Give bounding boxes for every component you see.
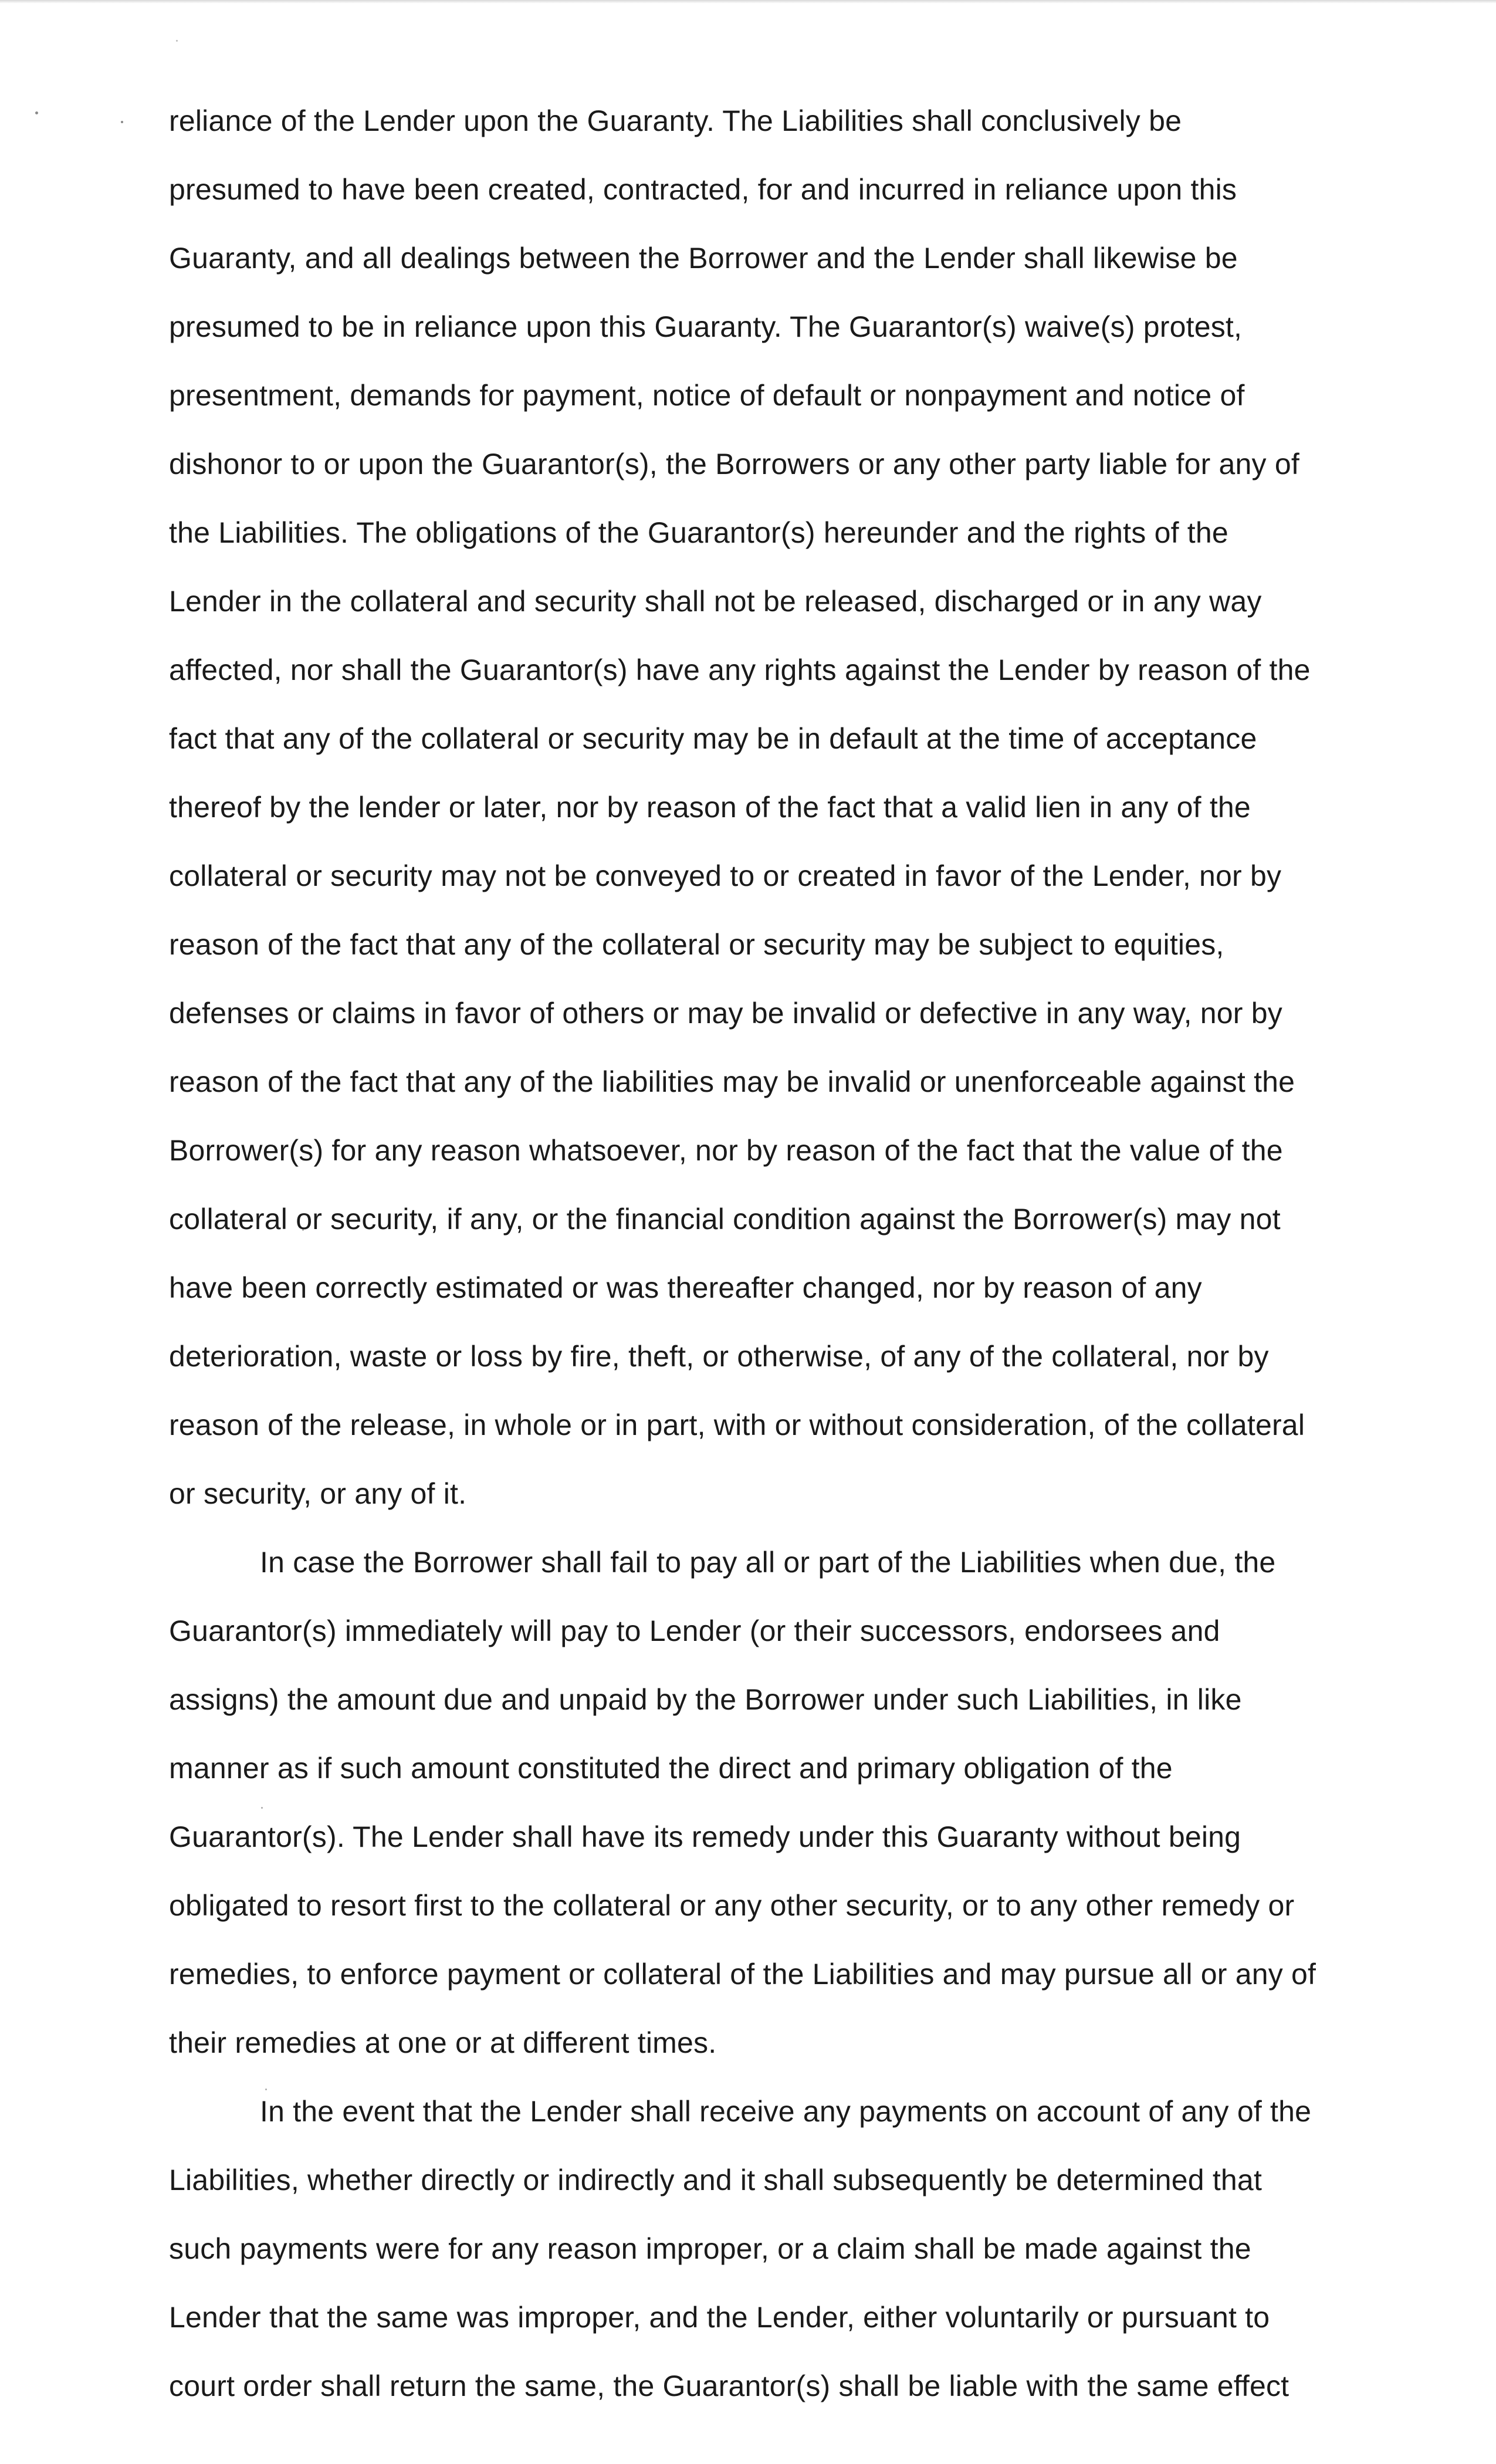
text-line: reason of the fact that any of the collateral or security may be subject to equities, bbox=[169, 928, 1224, 961]
text-line: In case the Borrower shall fail to pay all or part of the Liabilities when due, the bbox=[260, 1546, 1276, 1579]
text-line: reliance of the Lender upon the Guaranty. The Liabilities shall conclusively be bbox=[169, 104, 1182, 137]
text-line: defenses or claims in favor of others or may be invalid or defective in any way, nor by bbox=[169, 997, 1282, 1030]
scan-top-edge bbox=[0, 0, 1496, 4]
text-line: presumed to be in reliance upon this Guaranty. The Guarantor(s) waive(s) protest, bbox=[169, 310, 1243, 343]
text-line: Borrower(s) for any reason whatsoever, nor by reason of the fact that the value of the bbox=[169, 1134, 1283, 1167]
text-line: or security, or any of it. bbox=[169, 1477, 467, 1510]
text-line: have been correctly estimated or was thereafter changed, nor by reason of any bbox=[169, 1271, 1202, 1304]
text-line: reason of the fact that any of the liabilities may be invalid or unenforceable against the bbox=[169, 1065, 1295, 1098]
text-line: Lender in the collateral and security shall not be released, discharged or in any way bbox=[169, 585, 1262, 618]
text-line: obligated to resort first to the collateral or any other security, or to any other remedy or bbox=[169, 1889, 1295, 1922]
text-line: In the event that the Lender shall receive any payments on account of any of the bbox=[260, 2095, 1312, 2128]
text-line: dishonor to or upon the Guarantor(s), the Borrowers or any other party liable for any of bbox=[169, 448, 1299, 480]
text-line: reason of the release, in whole or in part, with or without consideration, of the collateral bbox=[169, 1409, 1305, 1441]
text-line: thereof by the lender or later, nor by reason of the fact that a valid lien in any of the bbox=[169, 791, 1251, 824]
scan-speck bbox=[121, 121, 123, 123]
text-line: Guarantor(s) immediately will pay to Lender (or their successors, endorsees and bbox=[169, 1615, 1220, 1647]
paragraph-1 bbox=[169, 87, 1354, 1528]
text-line: their remedies at one or at different times. bbox=[169, 2026, 717, 2059]
text-line: deterioration, waste or loss by fire, theft, or otherwise, of any of the collateral, nor by bbox=[169, 1340, 1269, 1373]
text-line: court order shall return the same, the Guarantor(s) shall be liable with the same effect bbox=[169, 2370, 1289, 2402]
text-line: fact that any of the collateral or security may be in default at the time of acceptance bbox=[169, 722, 1257, 755]
text-line: Guaranty, and all dealings between the Borrower and the Lender shall likewise be bbox=[169, 242, 1238, 275]
text-line: remedies, to enforce payment or collateral of the Liabilities and may pursue all or any of bbox=[169, 1958, 1316, 1991]
scan-speck bbox=[176, 40, 178, 42]
text-line: manner as if such amount constituted the direct and primary obligation of the bbox=[169, 1752, 1173, 1785]
text-line: assigns) the amount due and unpaid by the Borrower under such Liabilities, in like bbox=[169, 1683, 1242, 1716]
text-line: Guarantor(s). The Lender shall have its remedy under this Guaranty without being bbox=[169, 1820, 1241, 1853]
text-line: presumed to have been created, contracted, for and incurred in reliance upon this bbox=[169, 173, 1237, 206]
text-line: Lender that the same was improper, and the Lender, either voluntarily or pursuant to bbox=[169, 2301, 1270, 2334]
text-line: presentment, demands for payment, notice of default or nonpayment and notice of bbox=[169, 379, 1245, 412]
text-line: affected, nor shall the Guarantor(s) have any rights against the Lender by reason of the bbox=[169, 654, 1311, 686]
paragraph-2 bbox=[169, 1528, 1354, 2077]
text-line: the Liabilities. The obligations of the Guarantor(s) hereunder and the rights of the bbox=[169, 516, 1228, 549]
scan-speck bbox=[35, 111, 38, 114]
paragraph-3 bbox=[169, 2077, 1354, 2421]
text-line: collateral or security, if any, or the financial condition against the Borrower(s) may not bbox=[169, 1203, 1281, 1236]
document-body bbox=[169, 87, 1354, 2421]
text-line: Liabilities, whether directly or indirectly and it shall subsequently be determined that bbox=[169, 2164, 1263, 2196]
text-line: such payments were for any reason improper, or a claim shall be made against the bbox=[169, 2232, 1251, 2265]
text-line: collateral or security may not be conveyed to or created in favor of the Lender, nor by bbox=[169, 859, 1282, 892]
